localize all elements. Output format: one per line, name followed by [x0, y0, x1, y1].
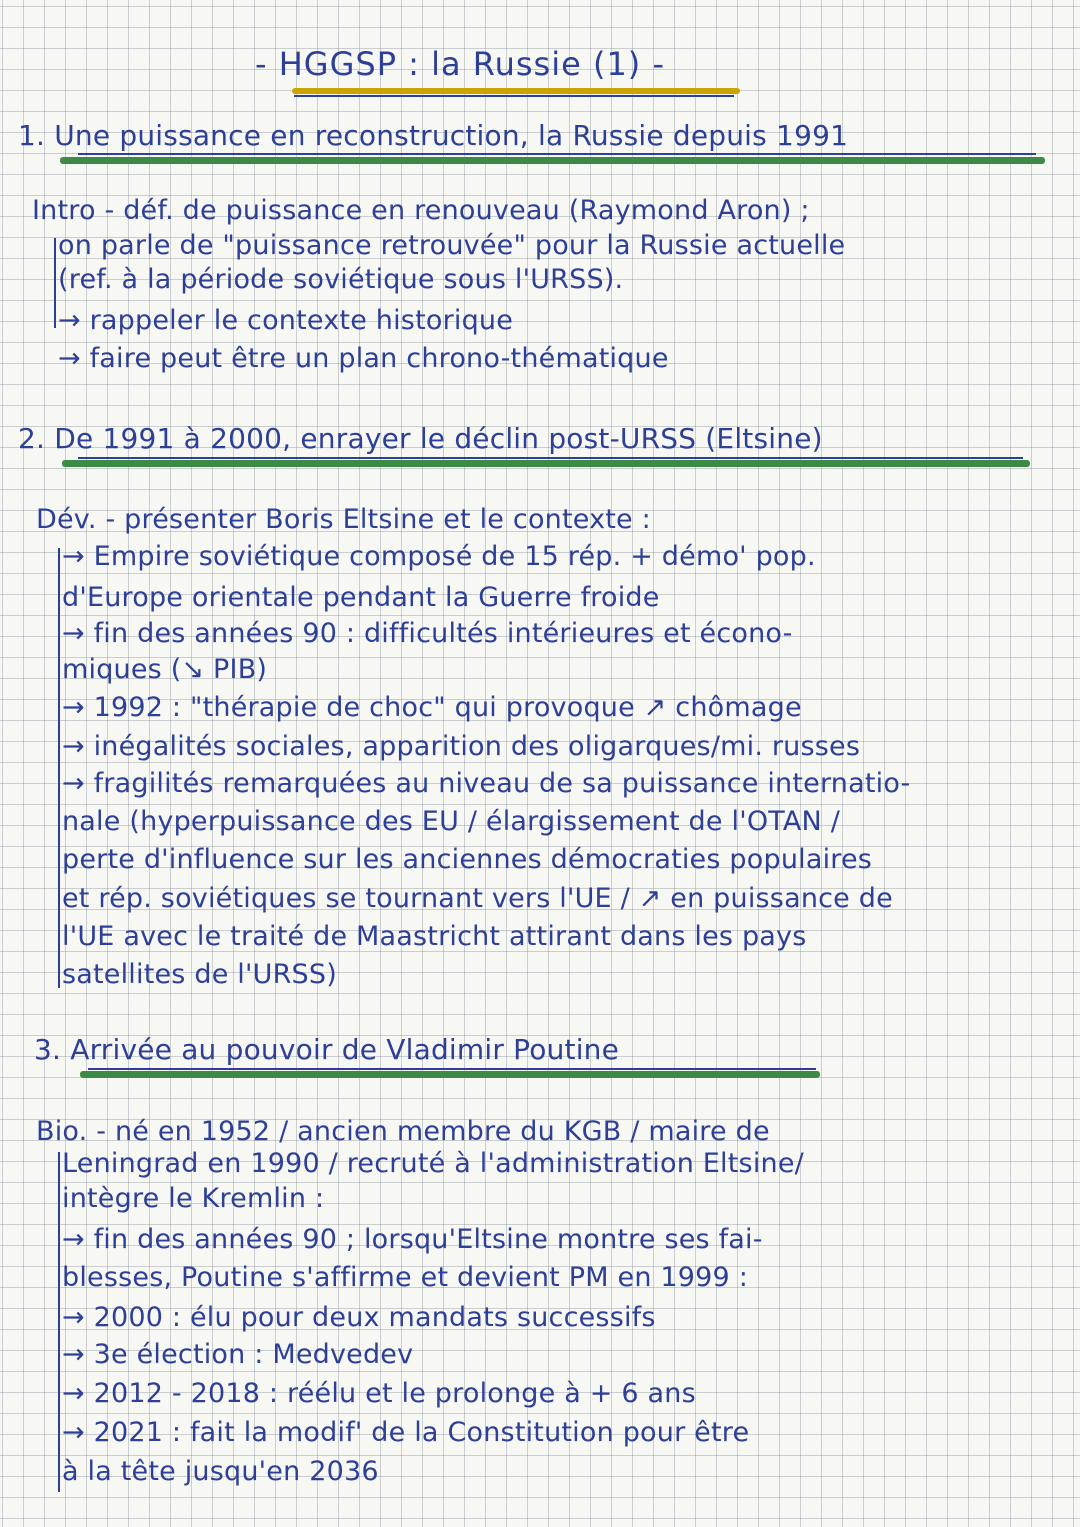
- dev-line: → Empire soviétique composé de 15 rép. + démo' pop.: [62, 541, 816, 572]
- bio-line: Bio. - né en 1952 / ancien membre du KGB / maire de: [36, 1116, 770, 1147]
- section-1-heading: 1. Une puissance en reconstruction, la Russie depuis 1991: [18, 119, 849, 152]
- intro-line: → faire peut être un plan chrono-thématique: [58, 343, 669, 374]
- bio-line: à la tête jusqu'en 2036: [62, 1456, 379, 1487]
- section-2-heading: 2. De 1991 à 2000, enrayer le déclin post-URSS (Eltsine): [18, 422, 823, 455]
- section-3-underline: [88, 1068, 816, 1070]
- title-highlight: [292, 88, 740, 94]
- title-underline: [294, 95, 734, 97]
- page-title: - HGGSP : la Russie (1) -: [255, 45, 665, 83]
- dev-line: et rép. soviétiques se tournant vers l'UE / ↗ en puissance de: [62, 883, 893, 914]
- bio-line: intègre le Kremlin :: [62, 1183, 325, 1214]
- intro-line: on parle de "puissance retrouvée" pour la Russie actuelle: [58, 230, 846, 261]
- intro-line: (ref. à la période soviétique sous l'URSS).: [58, 264, 624, 295]
- bio-bracket: [58, 1152, 60, 1492]
- dev-line: l'UE avec le traité de Maastricht attirant dans les pays: [62, 921, 807, 952]
- dev-line: Dév. - présenter Boris Eltsine et le contexte :: [36, 504, 651, 535]
- intro-bracket: [54, 238, 56, 328]
- intro-line: Intro - déf. de puissance en renouveau (Raymond Aron) ;: [32, 195, 810, 226]
- bio-line: → 2012 - 2018 : réélu et le prolonge à + 6 ans: [62, 1378, 696, 1409]
- dev-bracket: [58, 548, 60, 988]
- bio-line: → 3e élection : Medvedev: [62, 1339, 414, 1370]
- section-1-underline: [78, 153, 1036, 155]
- section-2-highlight: [62, 460, 1030, 467]
- section-3-highlight: [80, 1071, 820, 1078]
- dev-line: perte d'influence sur les anciennes démocraties populaires: [62, 844, 873, 875]
- section-2-underline: [78, 457, 1023, 459]
- bio-line: → 2021 : fait la modif' de la Constitution pour être: [62, 1417, 750, 1448]
- bio-line: → fin des années 90 ; lorsqu'Eltsine montre ses fai-: [62, 1224, 763, 1255]
- dev-line: → fin des années 90 : difficultés intérieures et écono-: [62, 618, 793, 649]
- dev-line: → inégalités sociales, apparition des oligarques/mi. russes: [62, 731, 861, 762]
- dev-line: → 1992 : "thérapie de choc" qui provoque ↗ chômage: [62, 692, 802, 723]
- dev-line: miques (↘ PIB): [62, 654, 268, 685]
- intro-line: → rappeler le contexte historique: [58, 305, 514, 336]
- dev-line: d'Europe orientale pendant la Guerre froide: [62, 582, 660, 613]
- bio-line: blesses, Poutine s'affirme et devient PM en 1999 :: [62, 1262, 749, 1293]
- bio-line: → 2000 : élu pour deux mandats successifs: [62, 1302, 656, 1333]
- section-3-heading: 3. Arrivée au pouvoir de Vladimir Poutine: [34, 1033, 620, 1066]
- dev-line: nale (hyperpuissance des EU / élargissement de l'OTAN /: [62, 806, 841, 837]
- section-1-highlight: [60, 157, 1045, 164]
- bio-line: Leningrad en 1990 / recruté à l'administration Eltsine/: [62, 1148, 804, 1179]
- dev-line: → fragilités remarquées au niveau de sa puissance internatio-: [62, 768, 911, 799]
- dev-line: satellites de l'URSS): [62, 959, 337, 990]
